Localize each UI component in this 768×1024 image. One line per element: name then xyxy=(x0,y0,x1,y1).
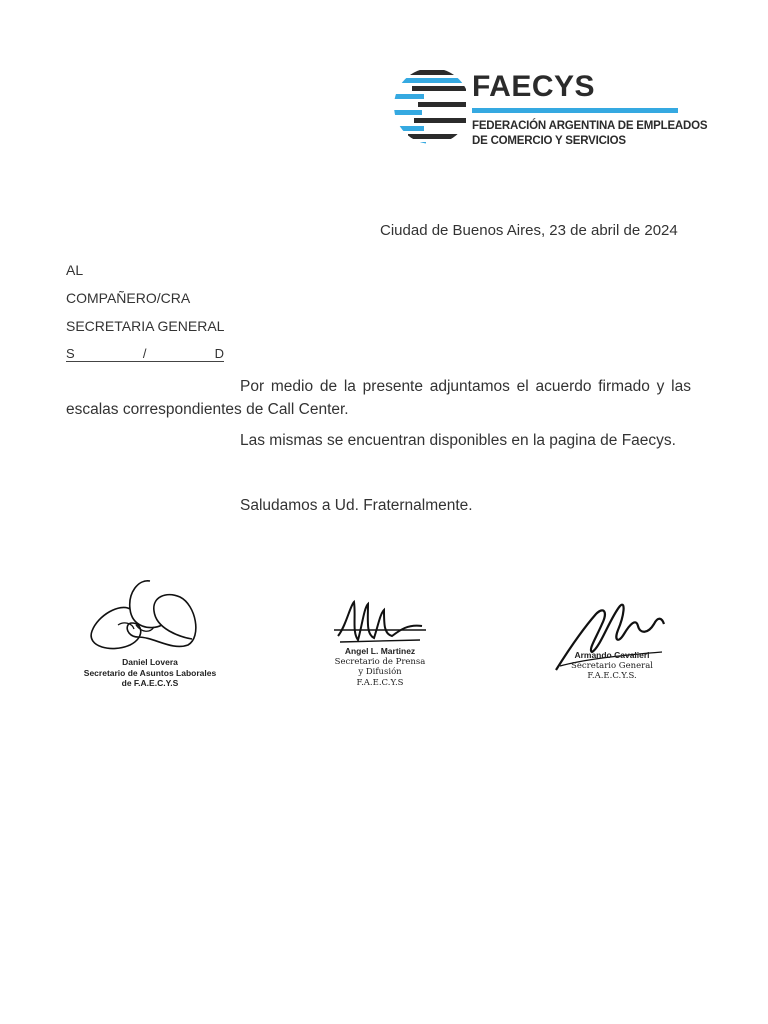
sd-slash: / xyxy=(142,346,147,361)
signer-3-title-line2: F.A.E.C.Y.S. xyxy=(587,671,637,681)
signer-2-name: Angel L. Martinez xyxy=(344,646,416,656)
sd-d: D xyxy=(214,346,224,361)
faecys-logo-icon xyxy=(390,64,470,148)
letter-paragraph-1: Por medio de la presente adjuntamos el acuerdo firmado y las escalas correspondientes de Call Center. xyxy=(66,378,691,418)
org-full-name-line2: DE COMERCIO Y SERVICIOS xyxy=(472,135,626,147)
signer-1-name: Daniel Lovera xyxy=(122,657,178,667)
recipient-sd-line xyxy=(66,346,224,362)
org-full-name-line1: FEDERACIÓN ARGENTINA DE EMPLEADOS xyxy=(472,120,708,132)
letter-paragraph-2: Las mismas se encuentran disponibles en la pagina de Faecys. xyxy=(240,432,676,449)
recipient-line3: SECRETARIA GENERAL xyxy=(66,318,225,334)
org-full-name xyxy=(472,119,707,149)
letter-date: Ciudad de Buenos Aires, 23 de abril de 2024 xyxy=(380,222,678,239)
signer-3-title-line1: Secretario General xyxy=(571,660,653,671)
signer-1-title-line1: Secretario de Asuntos Laborales xyxy=(83,667,217,678)
sd-s: S xyxy=(66,346,75,361)
org-short-name: FAECYS xyxy=(472,70,596,103)
signer-2-title-line2: y Difusión xyxy=(358,667,402,677)
recipient-line2: COMPAÑERO/CRA xyxy=(66,290,191,306)
recipient-line1: AL xyxy=(66,262,84,278)
handwritten-signature-1 xyxy=(80,575,220,665)
logo-accent-rule xyxy=(472,108,678,113)
letter-closing: Saludamos a Ud. Fraternalmente. xyxy=(240,497,473,514)
signer-1-title-line2: de F.A.E.C.Y.S xyxy=(121,678,179,688)
signer-3-name: Armando Cavalieri xyxy=(574,650,650,660)
signature-block-3 xyxy=(552,594,672,690)
signer-2-title-line1: Secretario de Prensa xyxy=(334,656,426,667)
signature-block-2 xyxy=(330,596,430,700)
signer-2-title-line3: F.A.E.C.Y.S xyxy=(356,677,404,688)
signature-block-1 xyxy=(80,575,220,700)
